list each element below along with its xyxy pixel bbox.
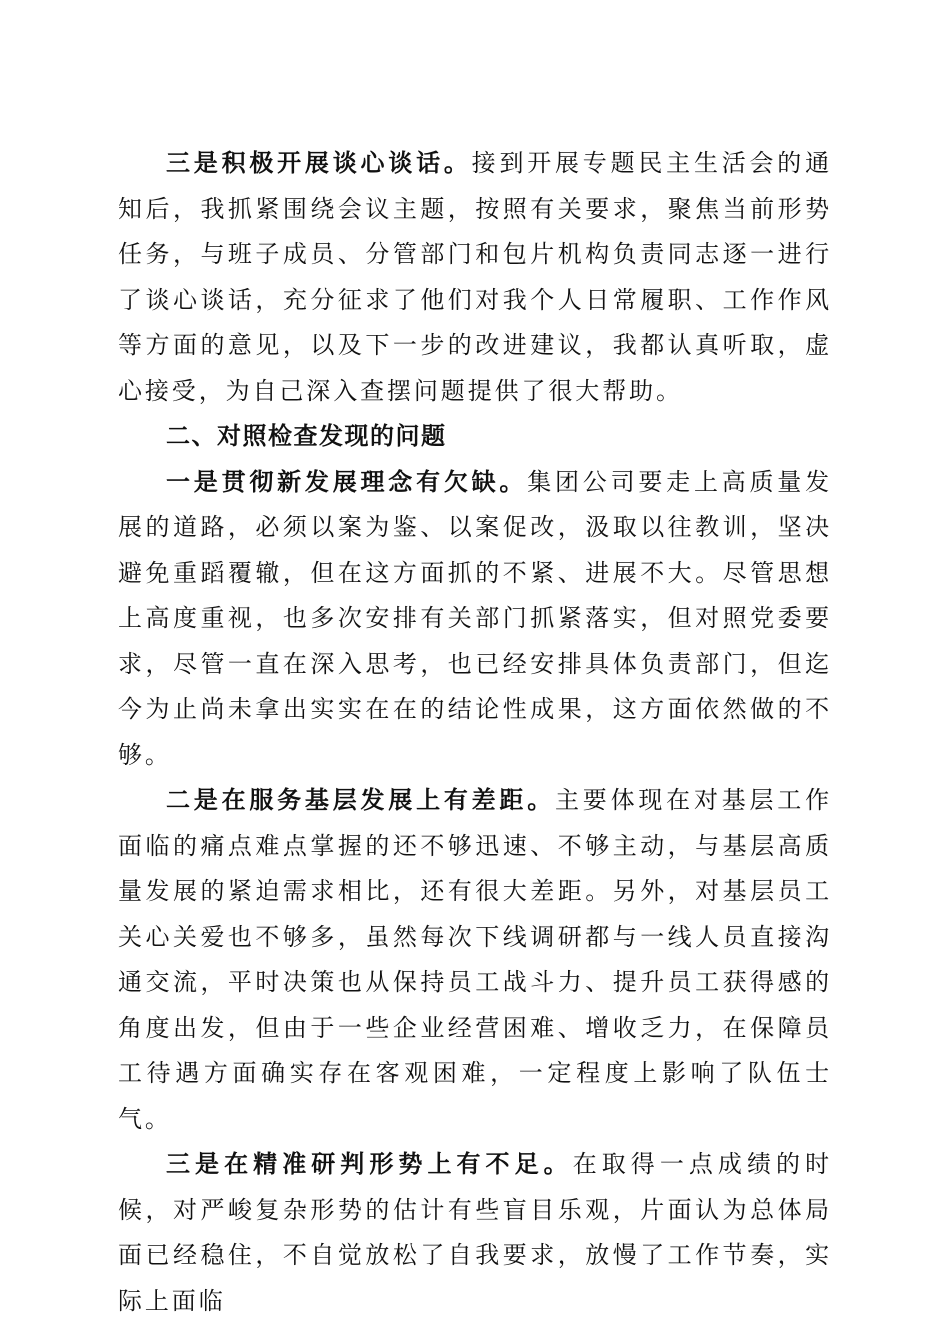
paragraph-body: 接到开展专题民主生活会的通知后，我抓紧围绕会议主题，按照有关要求，聚焦当前形势任务，与班子成员、分管部门和包片机构负责同志逐一进行了谈心谈话，充分征求了他们对我个人日常履职、工作作风等方面的意见，以及下一步的改进建议，我都认真听取，虚心接受，为自己深入查摆问题提供了很大帮助。 bbox=[118, 149, 832, 405]
section-heading: 二、对照检查发现的问题 bbox=[166, 422, 447, 450]
paragraph-lead: 三是在精准研判形势上有不足。 bbox=[166, 1150, 573, 1178]
paragraph-body: 集团公司要走上高质量发展的道路，必须以案为鉴、以案促改，汲取以往教训，坚决避免重蹈覆辙，但在这方面抓的不紧、进展不大。尽管思想上高度重视，也多次安排有关部门抓紧落实，但对照党委要求，尽管一直在深入思考，也已经安排具体负责部门，但迄今为止尚未拿出实实在在的结论性成果，这方面依然做的不够。 bbox=[118, 467, 832, 769]
paragraph-lead: 一是贯彻新发展理念有欠缺。 bbox=[166, 467, 528, 496]
paragraph-grassroots-service bbox=[118, 778, 832, 1142]
paragraph-lead: 三是积极开展谈心谈话。 bbox=[166, 149, 472, 177]
paragraph-development-concept bbox=[118, 460, 832, 779]
paragraph-body: 在取得一点成绩的时候，对严峻复杂形势的估计有些盲目乐观，片面认为总体局面已经稳住，不自觉放松了自我要求，放慢了工作节奏，实际上面临 bbox=[118, 1150, 832, 1315]
paragraph-lead: 二是在服务基层发展上有差距。 bbox=[166, 786, 556, 814]
paragraph-body: 主要体现在对基层工作面临的痛点难点掌握的还不够迅速、不够主动，与基层高质量发展的紧迫需求相比，还有很大差距。另外，对基层员工关心关爱也不够多，虽然每次下线调研都与一线人员直接沟通交流，平时决策也从保持员工战斗力、提升员工获得感的角度出发，但由于一些企业经营困难、增收乏力，在保障员工待遇方面确实存在客观困难，一定程度上影响了队伍士气。 bbox=[118, 786, 832, 1133]
paragraph-situation-judgment bbox=[118, 1142, 832, 1324]
paragraph-talk-sessions bbox=[118, 141, 832, 414]
